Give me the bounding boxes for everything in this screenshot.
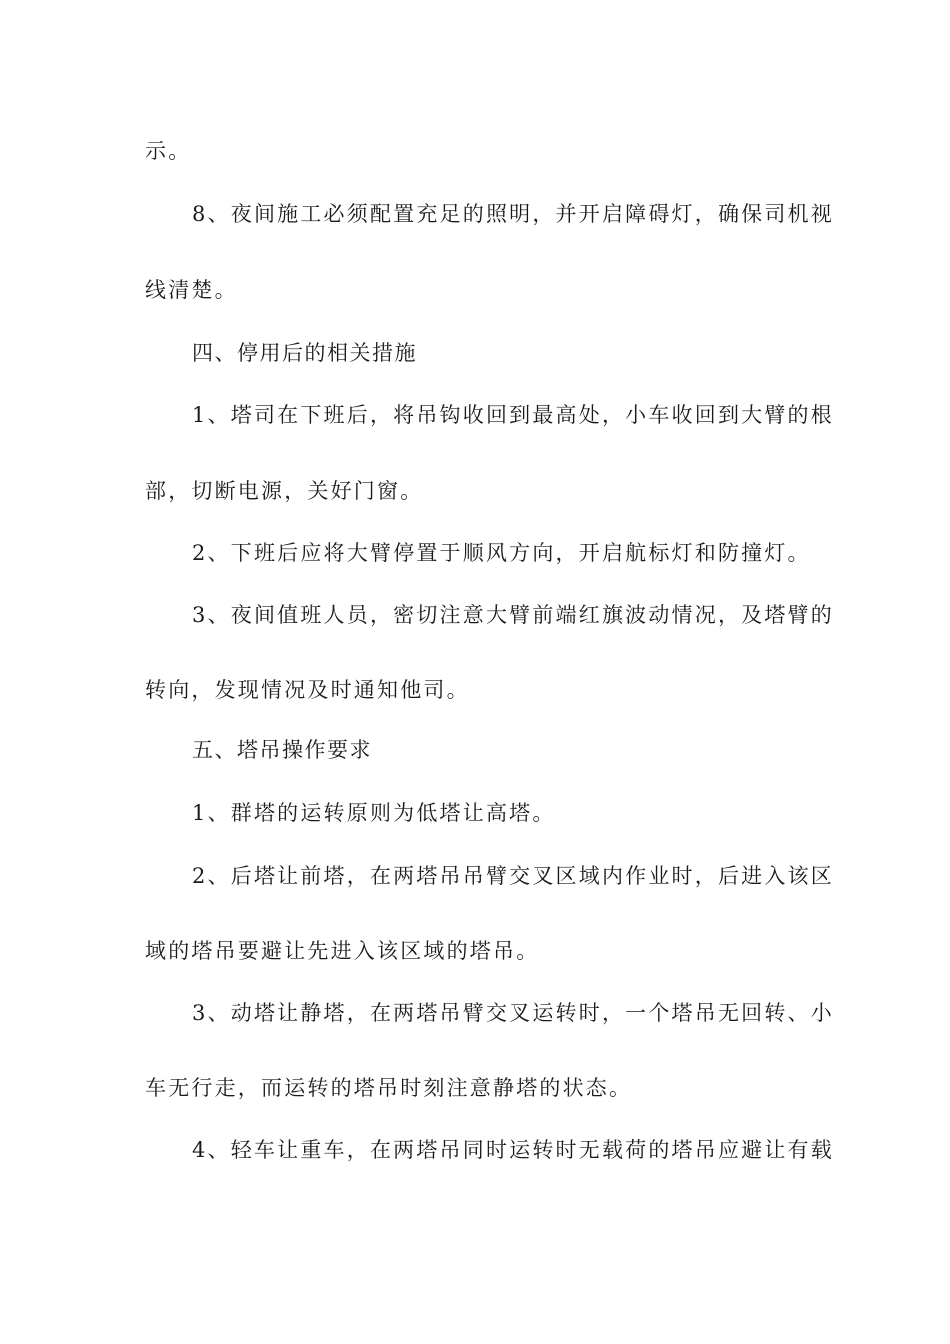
paragraph-line: 3、夜间值班人员，密切注意大臂前端红旗波动情况，及塔臂的 bbox=[192, 603, 834, 627]
paragraph-line: 4、轻车让重车，在两塔吊同时运转时无载荷的塔吊应避让有载 bbox=[192, 1138, 834, 1162]
paragraph-line: 1、群塔的运转原则为低塔让高塔。 bbox=[192, 801, 556, 825]
paragraph-line: 转向，发现情况及时通知他司。 bbox=[145, 678, 470, 702]
paragraph-line: 2、下班后应将大臂停置于顺风方向，开启航标灯和防撞灯。 bbox=[192, 541, 811, 565]
paragraph-line: 车无行走，而运转的塔吊时刻注意静塔的状态。 bbox=[145, 1076, 633, 1100]
paragraph-line: 1、塔司在下班后，将吊钩收回到最高处，小车收回到大臂的根 bbox=[192, 403, 834, 427]
paragraph-line: 部，切断电源，关好门窗。 bbox=[145, 479, 424, 503]
section-heading: 五、塔吊操作要求 bbox=[192, 738, 372, 762]
paragraph-line: 示。 bbox=[145, 139, 192, 163]
paragraph-line: 线清楚。 bbox=[145, 278, 238, 302]
section-heading: 四、停用后的相关措施 bbox=[192, 341, 417, 365]
paragraph-line: 2、后塔让前塔，在两塔吊吊臂交叉区域内作业时，后进入该区 bbox=[192, 864, 834, 888]
paragraph-line: 8、夜间施工必须配置充足的照明，并开启障碍灯，确保司机视 bbox=[192, 202, 834, 226]
paragraph-line: 3、动塔让静塔，在两塔吊臂交叉运转时，一个塔吊无回转、小 bbox=[192, 1001, 834, 1025]
paragraph-line: 域的塔吊要避让先进入该区域的塔吊。 bbox=[145, 939, 540, 963]
